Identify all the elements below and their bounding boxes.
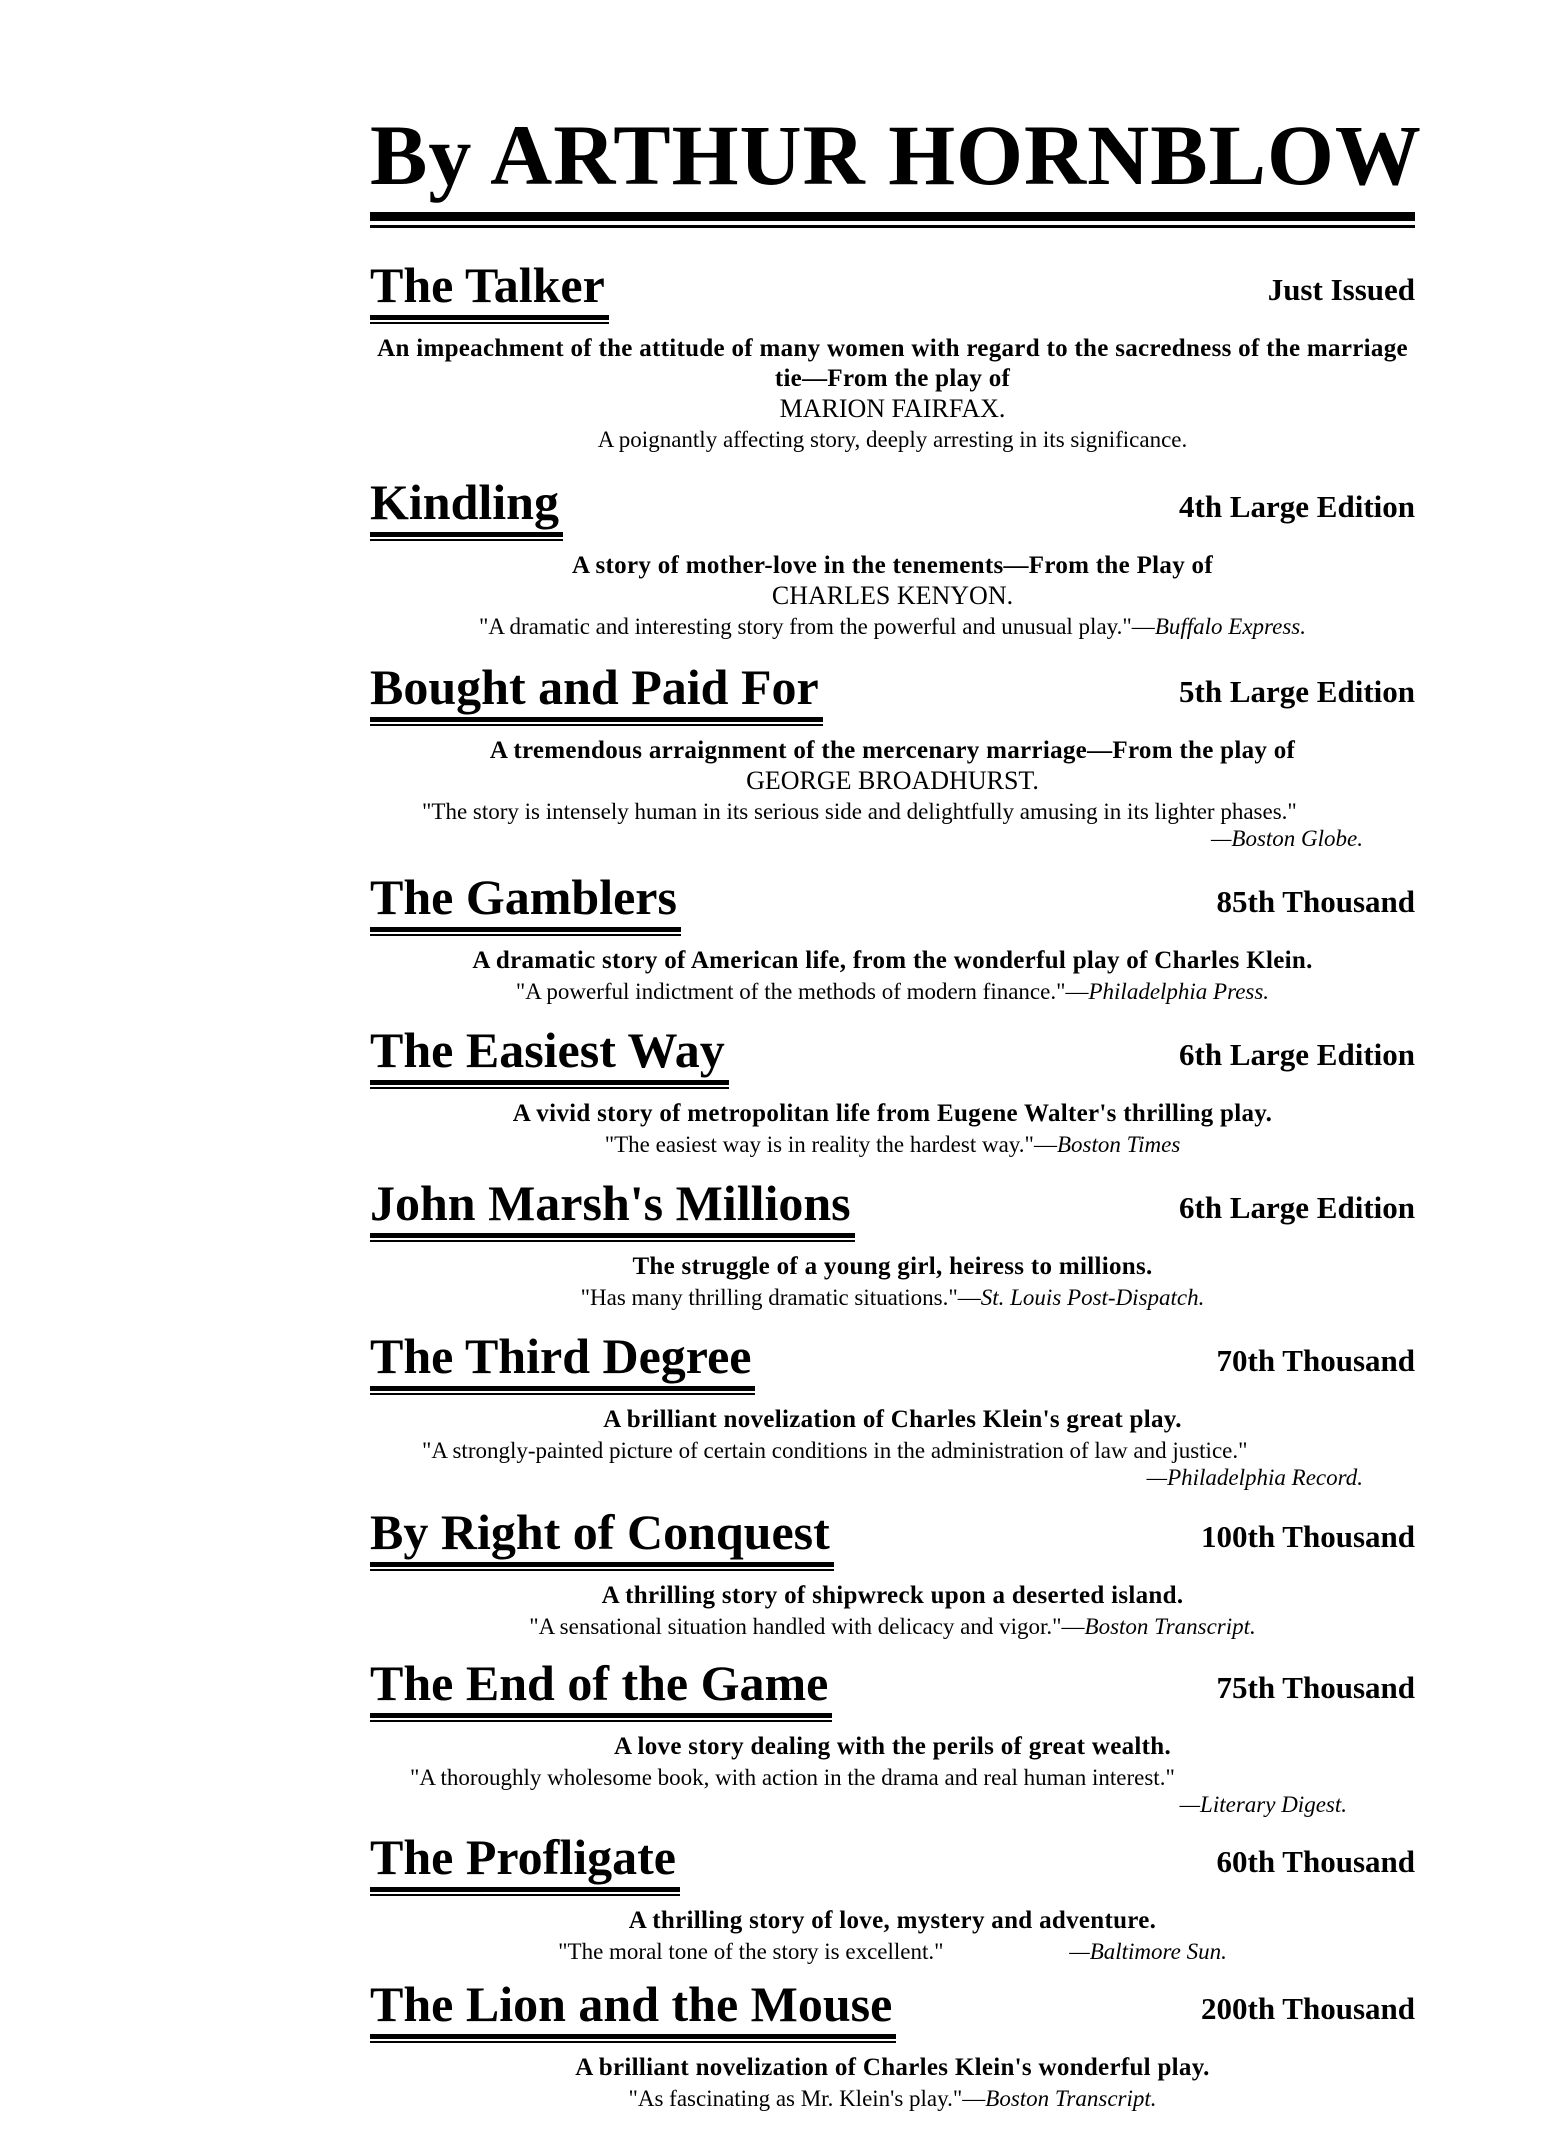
playwright-name: MARION FAIRFAX. bbox=[779, 394, 1006, 423]
book-title: By Right of Conquest bbox=[370, 1504, 830, 1560]
edition-label: 4th Large Edition bbox=[1179, 489, 1415, 524]
book-title: The Third Degree bbox=[370, 1328, 752, 1384]
quote-text: "The story is intensely human in its serious side and delightfully amusing in its lighter phases." bbox=[422, 799, 1297, 824]
book-entry bbox=[370, 1168, 1415, 1311]
edition-label: 70th Thousand bbox=[1216, 1343, 1415, 1378]
playwright-name: CHARLES KENYON. bbox=[771, 581, 1014, 610]
quote-source: Buffalo Express. bbox=[1154, 614, 1306, 639]
review-quote bbox=[422, 798, 1363, 852]
quote-source: Boston Transcript. bbox=[985, 2086, 1157, 2111]
review-quote bbox=[370, 426, 1415, 453]
quote-text: A poignantly affecting story, deeply arresting in its significance. bbox=[597, 427, 1188, 452]
book-title: Bought and Paid For bbox=[370, 659, 819, 715]
review-quote bbox=[370, 613, 1415, 640]
book-header bbox=[370, 250, 1415, 312]
book-description: A thrilling story of love, mystery and adventure. bbox=[628, 1907, 1157, 1934]
book-header bbox=[370, 1015, 1415, 1077]
book-description: A brilliant novelization of Charles Klein's wonderful play. bbox=[575, 2054, 1210, 2081]
book-header bbox=[370, 1822, 1415, 1884]
book-description: A brilliant novelization of Charles Klein's great play. bbox=[603, 1406, 1182, 1433]
book-description: A tremendous arraignment of the mercenary marriage—From the play of bbox=[489, 737, 1296, 764]
book-title: The Talker bbox=[370, 257, 605, 313]
review-quote bbox=[370, 1613, 1415, 1640]
quote-source: —Baltimore Sun. bbox=[1069, 1939, 1227, 1964]
quote-text: "A dramatic and interesting story from the powerful and unusual play."— bbox=[478, 614, 1155, 639]
book-description: The struggle of a young girl, heiress to millions. bbox=[632, 1253, 1153, 1280]
book-description: An impeachment of the attitude of many women with regard to the sacredness of the marriage tie—From the play of bbox=[377, 335, 1408, 392]
book-header bbox=[370, 652, 1415, 714]
book-description: A thrilling story of shipwreck upon a deserted island. bbox=[601, 1582, 1184, 1609]
quote-text: "A powerful indictment of the methods of modern finance."— bbox=[515, 979, 1089, 1004]
quote-text: "A sensational situation handled with delicacy and vigor."— bbox=[529, 1614, 1085, 1639]
advertisement-page bbox=[370, 107, 1422, 2112]
title-rule bbox=[370, 212, 1415, 228]
book-entry bbox=[370, 467, 1415, 640]
book-entry bbox=[370, 1497, 1415, 1640]
review-quote bbox=[370, 1131, 1415, 1158]
book-title: Kindling bbox=[370, 474, 559, 530]
quote-text: "The moral tone of the story is excellent." bbox=[558, 1939, 944, 1964]
edition-label: 60th Thousand bbox=[1216, 1844, 1415, 1879]
edition-label: 200th Thousand bbox=[1201, 1991, 1415, 2026]
page-title: By ARTHUR HORNBLOW bbox=[370, 107, 1422, 203]
book-header bbox=[370, 1969, 1415, 2031]
book-title: The End of the Game bbox=[370, 1655, 829, 1711]
book-header bbox=[370, 1648, 1415, 1710]
book-entry bbox=[370, 250, 1415, 453]
book-description: A vivid story of metropolitan life from Eugene Walter's thrilling play. bbox=[512, 1100, 1273, 1127]
book-title: The Gamblers bbox=[370, 869, 677, 925]
quote-source: Boston Times bbox=[1056, 1132, 1181, 1157]
edition-label: 6th Large Edition bbox=[1179, 1037, 1415, 1072]
quote-source: —Boston Globe. bbox=[1210, 826, 1363, 851]
book-title: John Marsh's Millions bbox=[370, 1175, 851, 1231]
quote-text: "Has many thrilling dramatic situations."— bbox=[580, 1285, 981, 1310]
edition-label: 75th Thousand bbox=[1216, 1670, 1415, 1705]
book-entry bbox=[370, 1648, 1415, 1818]
playwright-name: GEORGE BROADHURST. bbox=[746, 766, 1039, 795]
quote-source: Boston Transcript. bbox=[1084, 1614, 1256, 1639]
quote-source: St. Louis Post-Dispatch. bbox=[980, 1285, 1205, 1310]
book-header bbox=[370, 862, 1415, 924]
book-header bbox=[370, 1497, 1415, 1559]
review-quote bbox=[370, 1938, 1415, 1965]
book-entry bbox=[370, 862, 1415, 1005]
quote-source: Philadelphia Press. bbox=[1088, 979, 1270, 1004]
edition-label: 85th Thousand bbox=[1216, 884, 1415, 919]
quote-text: "The easiest way is in reality the hardest way."— bbox=[604, 1132, 1057, 1157]
edition-label: Just Issued bbox=[1267, 272, 1415, 307]
book-header bbox=[370, 467, 1415, 529]
edition-label: 6th Large Edition bbox=[1179, 1190, 1415, 1225]
book-entry bbox=[370, 1969, 1415, 2112]
book-description: A story of mother-love in the tenements—From the Play of bbox=[572, 552, 1213, 579]
review-quote bbox=[370, 2085, 1415, 2112]
book-title: The Easiest Way bbox=[370, 1022, 725, 1078]
book-entry bbox=[370, 1321, 1415, 1491]
book-entry bbox=[370, 1822, 1415, 1965]
review-quote bbox=[370, 1284, 1415, 1311]
review-quote bbox=[422, 1437, 1363, 1491]
book-description: A dramatic story of American life, from the wonderful play of Charles Klein. bbox=[472, 947, 1313, 974]
book-entry bbox=[370, 652, 1415, 852]
review-quote bbox=[410, 1764, 1395, 1818]
quote-text: "As fascinating as Mr. Klein's play."— bbox=[628, 2086, 986, 2111]
quote-text: "A thoroughly wholesome book, with action in the drama and real human interest." bbox=[410, 1765, 1175, 1790]
book-description: A love story dealing with the perils of great wealth. bbox=[613, 1733, 1172, 1760]
book-entry bbox=[370, 1015, 1415, 1158]
quote-source: —Literary Digest. bbox=[1179, 1792, 1347, 1817]
book-title: The Profligate bbox=[370, 1829, 676, 1885]
review-quote bbox=[370, 978, 1415, 1005]
book-header bbox=[370, 1321, 1415, 1383]
book-title: The Lion and the Mouse bbox=[370, 1976, 893, 2032]
quote-source: —Philadelphia Record. bbox=[1146, 1465, 1363, 1490]
book-header bbox=[370, 1168, 1415, 1230]
quote-text: "A strongly-painted picture of certain conditions in the administration of law and justice." bbox=[422, 1438, 1248, 1463]
edition-label: 100th Thousand bbox=[1201, 1519, 1415, 1554]
edition-label: 5th Large Edition bbox=[1179, 674, 1415, 709]
